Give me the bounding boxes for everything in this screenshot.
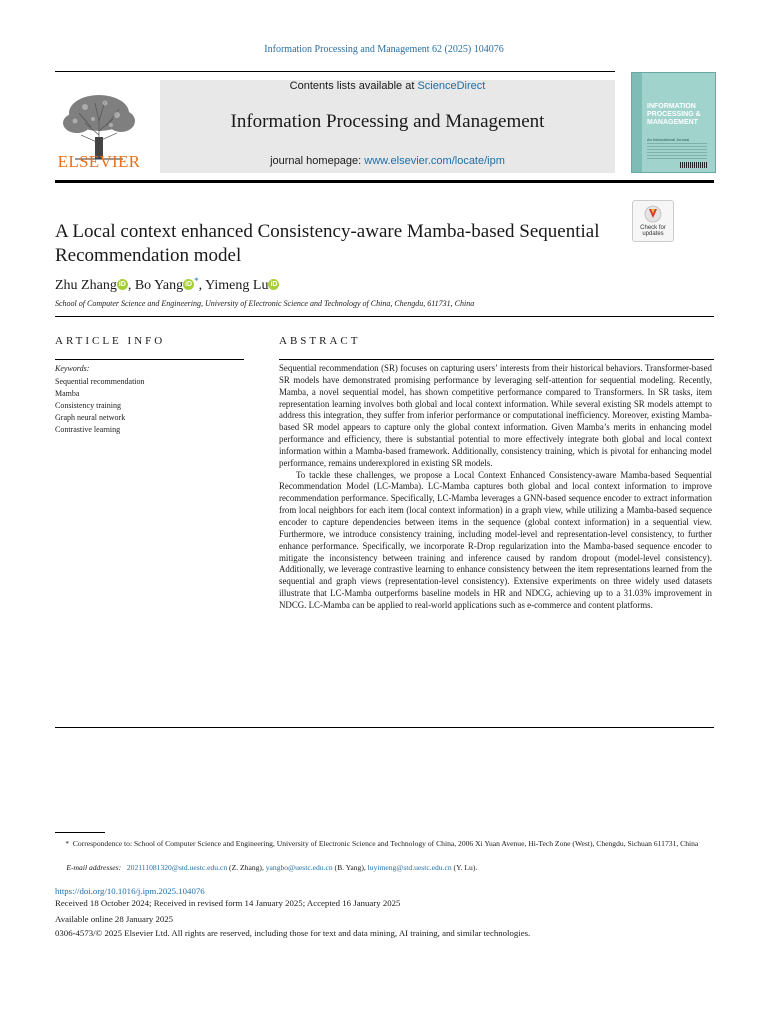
abstract-paragraph-1: Sequential recommendation (SR) focuses on capturing users’ interests from their historical behaviors. Transformer-based SR models have demonstrated promising performance by leveraging self-attention for sequential modeling. Recently, Mamba, a novel sequential model, has shown competitive performance compared to Transformers. In SR tasks, item representation learning involves both global and local context information. While several existing SR models attempt to address this integration, they suffer from inferior performance or computational inefficiency. Moreover, existing Mamba-based SR model appears to capture only the global context information. Given Mamba’s merits in enhancing model performance and efficiency, there is substantial potential to more effectively integrate both global and local context information within a Mamba-based framework. Additionally, consistency training, which is pivotal for enhancing model performance, remains underexplored in existing SR models. — [279, 363, 712, 468]
email-owner: (B. Yang), — [332, 863, 368, 872]
contents-prefix: Contents lists available at — [289, 80, 418, 92]
email-owner: (Z. Zhang), — [227, 863, 266, 872]
journal-name: Information Processing and Management — [230, 111, 545, 132]
received-dates: Received 18 October 2024; Received in revised form 14 January 2025; Accepted 16 January 2025 — [55, 898, 401, 908]
cover-title: INFORMATION PROCESSING & MANAGEMENT — [647, 103, 701, 126]
available-online: Available online 28 January 2025 — [55, 914, 174, 924]
header-thick-rule — [55, 180, 714, 183]
abstract-heading: ABSTRACT — [279, 335, 361, 347]
email-link[interactable]: 202111081320@std.uestc.edu.cn — [126, 863, 228, 872]
keywords-label: Keywords: — [55, 364, 90, 373]
keyword-item: Graph neural network — [55, 413, 126, 422]
email-addresses — [55, 863, 714, 872]
cover-barcode — [680, 162, 708, 168]
homepage-line — [160, 155, 615, 167]
orcid-icon[interactable]: iD — [118, 281, 126, 288]
author-name[interactable]: Bo Yang — [134, 278, 184, 293]
keywords-list — [55, 376, 145, 436]
journal-reference[interactable]: Information Processing and Management 62 (2025) 104076 — [264, 44, 504, 55]
article-info-heading: ARTICLE INFO — [55, 335, 166, 347]
cover-text-lines — [647, 143, 707, 161]
check-updates-icon — [644, 205, 662, 223]
correspondence-footnote — [55, 838, 714, 850]
keyword-item: Contrastive learning — [55, 425, 121, 434]
contents-line — [160, 80, 615, 92]
cover-strip — [632, 73, 642, 172]
author-name[interactable]: Zhu Zhang — [55, 278, 117, 293]
cover-subtitle: An International Journal — [647, 137, 690, 142]
corresponding-mark[interactable]: * — [194, 276, 199, 286]
author-name[interactable]: Yimeng Lu — [205, 278, 269, 293]
article-title: A Local context enhanced Consistency-aware Mamba-based Sequential Recommendation model — [55, 221, 600, 266]
abstract-rule — [279, 359, 714, 360]
homepage-prefix: journal homepage: — [270, 155, 365, 167]
email-label: E-mail addresses: — [66, 863, 122, 872]
affiliation: School of Computer Science and Engineering, University of Electronic Science and Technology of China, Chengdu, 611731, China — [55, 299, 475, 308]
abstract-paragraph-2: To tackle these challenges, we propose a Local Context Enhanced Consistency-aware Mamba-based Sequential Recommendation Model (LC-Mamba). LC-Mamba captures both global and local context information to improve recommendation performance. Specifically, LC-Mamba leverages a GNN-based sequence encoder to extract information from local neighbors for each item (local context information) in a graph view, while utilizing a Mamba-based sequence encoder to capture dependencies between items in the sequence (global context information) in a sequential view. Furthermore, we introduce consistency training, including model-level and representation-level consistency, to further enhance performance. Specifically, we incorporate R-Drop regularization into the Mamba-based sequence encoder to mitigate the inconsistency between training and inference caused by random dropout (model-level consistency). Additionally, we leverage contrastive learning to enhance consistency between the item representations learned from the sequential and graph views (representation-level consistency). Extensive experiments on three widely used datasets illustrate that LC-Mamba outperforms baseline models in HR and NDCG, achieving up to a 31.03% improvement in NDCG. LC-Mamba can be applied to real-world applications such as e-commerce and content platforms. — [279, 469, 712, 610]
abstract-body — [279, 363, 712, 612]
copyright-notice: 0306-4573/© 2025 Elsevier Ltd. All rights are reserved, including those for text and data mining, AI training, and similar technologies. — [55, 928, 531, 938]
footnote-rule — [55, 832, 105, 833]
orcid-icon[interactable]: iD — [185, 281, 193, 288]
check-updates-line-1: Check for — [640, 225, 666, 231]
email-owner: (Y. Lu). — [451, 863, 478, 872]
check-for-updates-button[interactable] — [632, 200, 674, 242]
keyword-item: Sequential recommendation — [55, 377, 145, 386]
homepage-link[interactable]: www.elsevier.com/locate/ipm — [364, 155, 505, 167]
email-link[interactable]: luyimeng@std.uestc.edu.cn — [367, 863, 452, 872]
author-list: Zhu Zhang iD , Bo Yang iD *, Yimeng Lu iD — [55, 276, 278, 293]
doi-link[interactable]: https://doi.org/10.1016/j.ipm.2025.104076 — [55, 886, 205, 896]
footnote-mark: * — [65, 839, 69, 848]
orcid-icon[interactable]: iD — [270, 281, 278, 288]
top-rule — [55, 71, 615, 72]
affiliation-rule — [55, 316, 714, 317]
check-updates-line-2: updates — [642, 231, 664, 237]
article-info-rule — [55, 359, 244, 360]
email-link[interactable]: yangbo@uestc.edu.cn — [265, 863, 333, 872]
elsevier-wordmark[interactable]: ELSEVIER — [57, 152, 141, 171]
keyword-item: Consistency training — [55, 401, 121, 410]
check-updates-text — [633, 225, 673, 237]
journal-cover-thumbnail[interactable] — [631, 72, 716, 173]
sciencedirect-link[interactable]: ScienceDirect — [417, 80, 486, 92]
keyword-item: Mamba — [55, 389, 80, 398]
correspondence-text: Correspondence to: School of Computer Science and Engineering, University of Electronic Science and Technology of China, 2006 Xi Yuan Avenue, Hi-Tech Zone (West), Chengdu, Sichuan 611731, China — [72, 839, 699, 848]
abstract-end-rule — [55, 727, 714, 728]
